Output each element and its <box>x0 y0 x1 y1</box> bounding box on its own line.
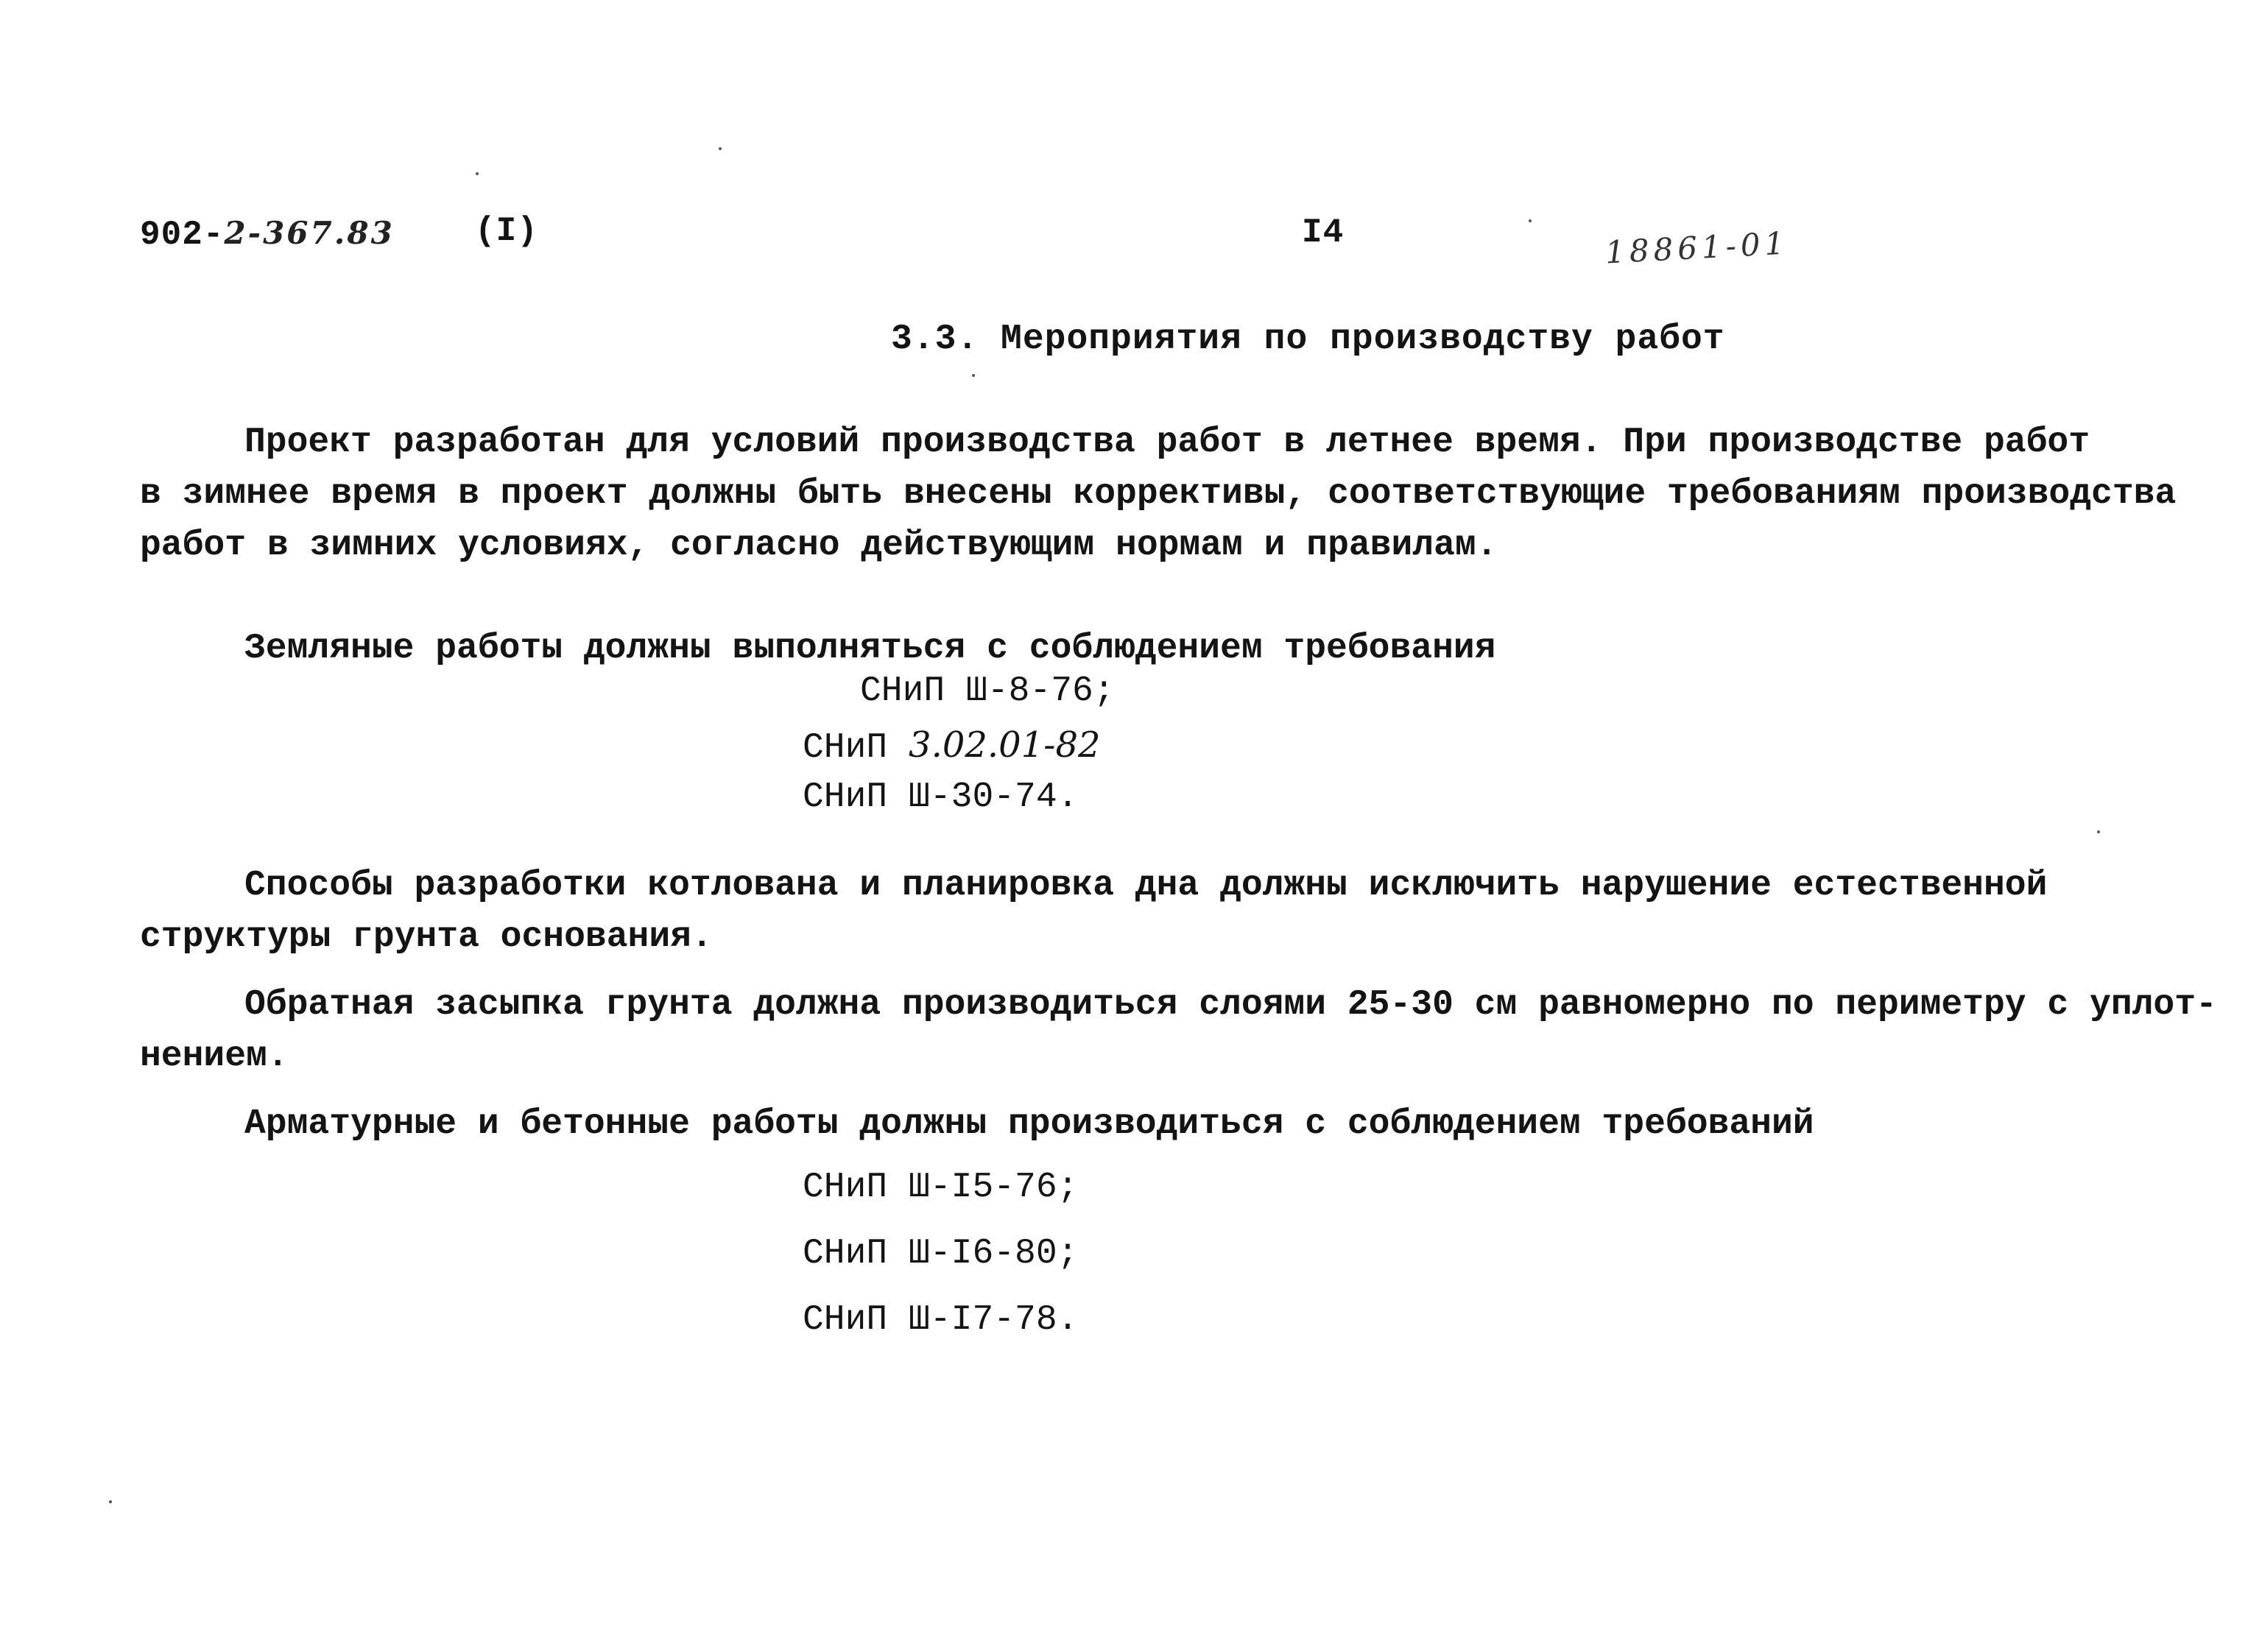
paragraph-excavation <box>140 860 2047 963</box>
scan-speck <box>719 147 722 150</box>
norm-concrete-3: СНиП Ш-I7-78. <box>803 1300 1079 1340</box>
norm-earthworks-3: СНиП Ш-30-74. <box>803 777 1079 817</box>
doc-part: (I) <box>475 212 538 250</box>
doc-code-typed: 902- <box>140 216 225 254</box>
scan-speck <box>972 374 975 377</box>
norm-concrete-2: СНиП Ш-I6-80; <box>803 1234 1079 1274</box>
paragraph-line: структуры грунта основания. <box>140 917 713 957</box>
scan-speck <box>1529 219 1532 222</box>
norm-handwritten-code: 3.02.01-82 <box>909 724 1101 766</box>
paragraph-line: работ в зимних условиях, согласно действующим нормам и правилам. <box>140 526 1498 565</box>
page-number: I4 <box>1302 213 1345 252</box>
paragraph-concrete-works <box>140 1098 1814 1150</box>
doc-code-handwritten: 2-367.83 <box>224 215 395 251</box>
norm-prefix: СНиП <box>803 728 888 768</box>
section-title: 3.3. Мероприятия по производству работ <box>891 320 1725 359</box>
norm-earthworks-2 <box>803 724 1101 768</box>
paragraph-line: Проект разработан для условий производства работ в летнее время. При производстве работ <box>244 423 2090 462</box>
doc-code <box>140 215 395 254</box>
archive-stamp: 18861-01 <box>1604 225 1790 271</box>
paragraph-line: Земляные работы должны выполняться с соблюдением требования <box>244 629 1496 668</box>
scan-speck <box>109 1500 112 1503</box>
paragraph-line: Обратная засыпка грунта должна производиться слоями 25-30 см равномерно по периметру с уплот- <box>244 985 2217 1025</box>
norm-concrete-1: СНиП Ш-I5-76; <box>803 1168 1079 1207</box>
scan-speck <box>476 172 479 175</box>
paragraph-line: Способы разработки котлована и планировка дна должны исключить нарушение естественной <box>244 866 2048 906</box>
paragraph-backfill <box>140 979 2217 1082</box>
paragraph-earthworks <box>140 623 1495 674</box>
scan-speck <box>2097 830 2100 833</box>
paragraph-line: нением. <box>140 1037 289 1076</box>
paragraph-line: Арматурные и бетонные работы должны производиться с соблюдением требований <box>244 1104 1814 1144</box>
paragraph-winter-works <box>140 417 2176 571</box>
norm-earthworks-1: СНиП Ш-8-76; <box>860 671 1115 711</box>
paragraph-line: в зимнее время в проект должны быть внесены коррективы, соответствующие требованиям производства <box>140 474 2177 514</box>
